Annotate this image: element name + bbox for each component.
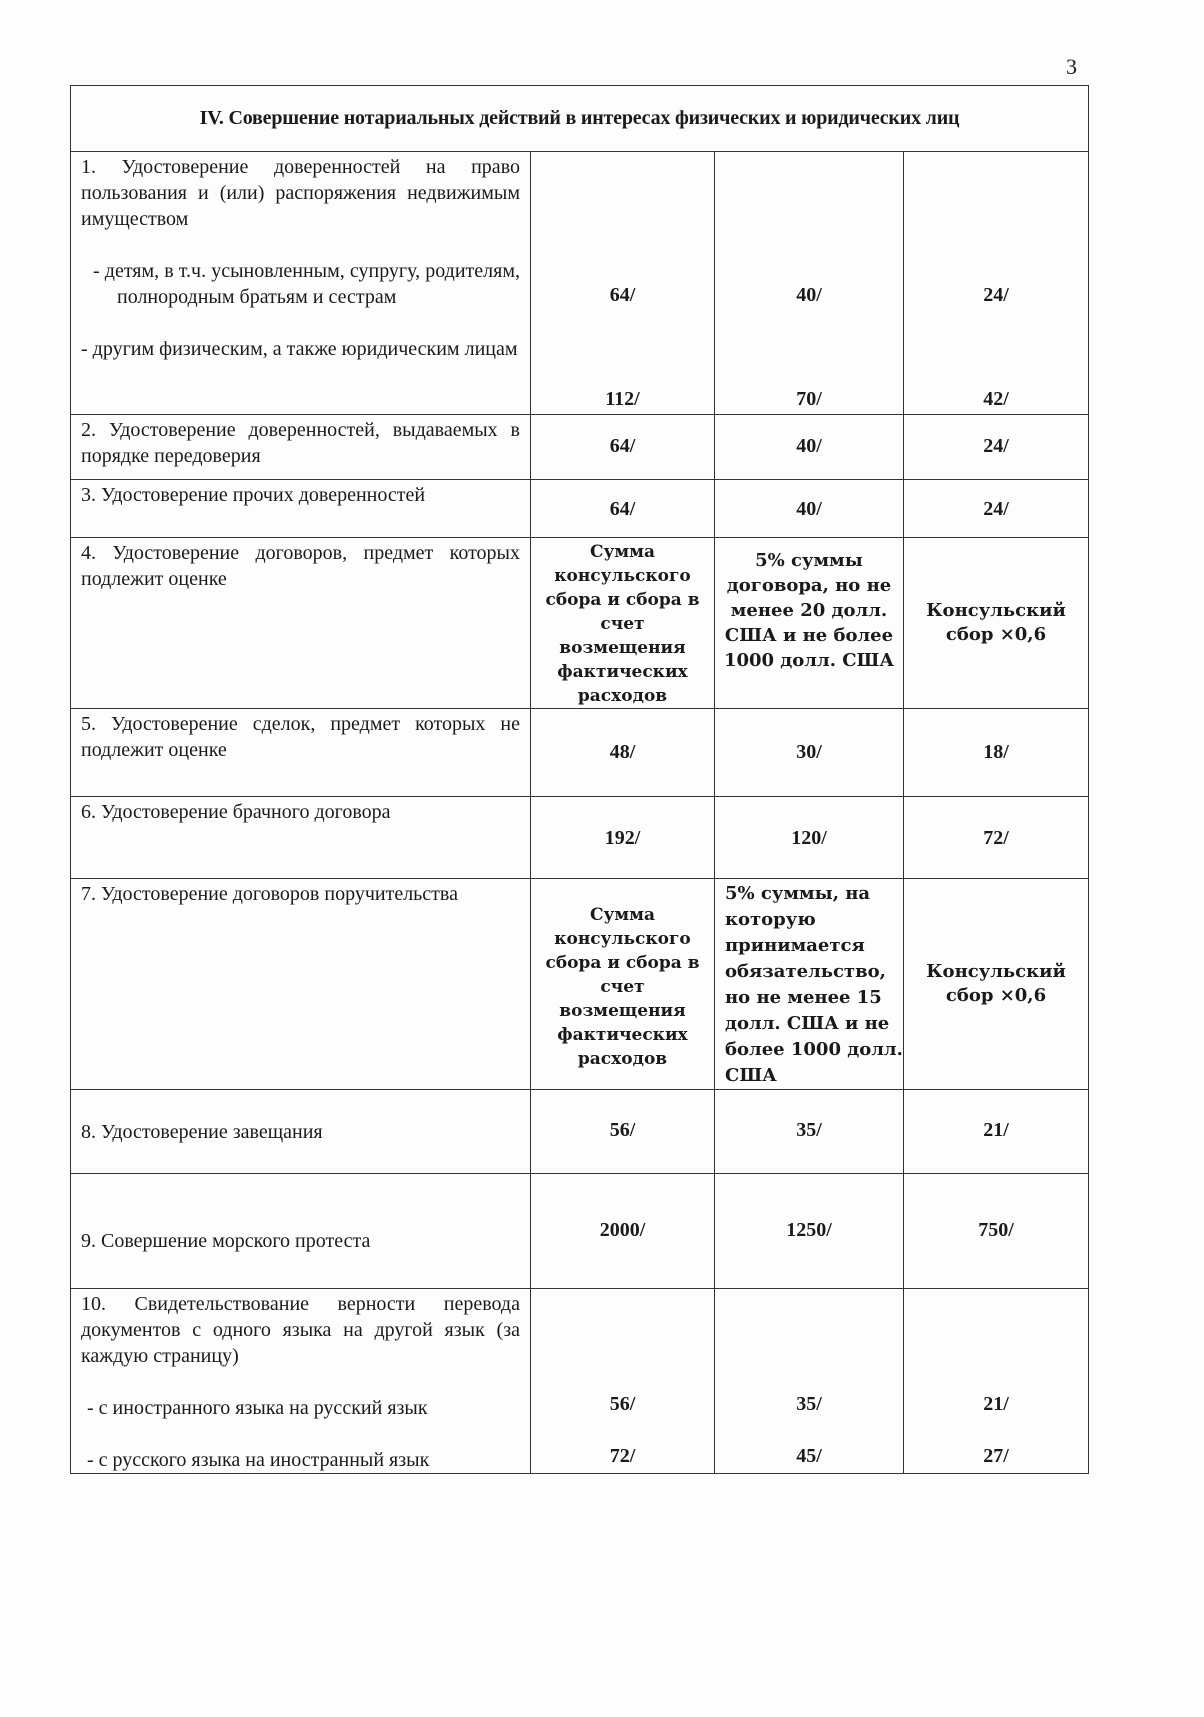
table-row bbox=[71, 879, 1089, 1090]
fee-cell bbox=[531, 797, 715, 879]
table-row bbox=[71, 709, 1089, 797]
fee-value: 35/ bbox=[796, 1393, 822, 1415]
fee-value: 21/ bbox=[983, 1119, 1009, 1141]
fee-cell bbox=[531, 1090, 715, 1174]
fee-value: 72/ bbox=[983, 827, 1009, 849]
fee-value: 48/ bbox=[609, 741, 636, 763]
fee-value: 40/ bbox=[796, 284, 822, 306]
fee-value: 18/ bbox=[983, 741, 1009, 763]
table-row bbox=[71, 1289, 1089, 1474]
fee-cell bbox=[715, 480, 904, 538]
fee-cell bbox=[531, 480, 715, 538]
row-description: 5. Удостоверение сделок, предмет которых не подлежит оценке bbox=[71, 709, 531, 797]
table-row bbox=[71, 1090, 1089, 1174]
row-subitem: - с русского языка на иностранный язык bbox=[87, 1449, 430, 1471]
fee-cell bbox=[531, 152, 715, 415]
section-header-row bbox=[71, 86, 1089, 152]
fee-cell: Консульский сбор ×0,6 bbox=[904, 879, 1089, 1090]
row-description: 6. Удостоверение брачного договора bbox=[71, 797, 531, 879]
fee-value: 56/ bbox=[609, 1119, 636, 1141]
fee-cell bbox=[531, 1289, 715, 1474]
fee-cell bbox=[715, 709, 904, 797]
fee-cell bbox=[904, 1090, 1089, 1174]
table-row bbox=[71, 1174, 1089, 1289]
row-description: 7. Удостоверение договоров поручительства bbox=[71, 879, 531, 1090]
fee-cell: Сумма консульского сбора и сбора в счет возмещения фактических расходов bbox=[531, 879, 715, 1090]
table-row bbox=[71, 152, 1089, 415]
fee-value: 40/ bbox=[796, 435, 822, 457]
fee-cell: 5% суммы договора, но не менее 20 долл. США и не более 1000 долл. США bbox=[715, 538, 904, 709]
fee-cell: Консульский сбор ×0,6 bbox=[904, 538, 1089, 709]
fee-value: 70/ bbox=[796, 388, 822, 410]
fee-cell bbox=[904, 797, 1089, 879]
row-description: 3. Удостоверение прочих доверенностей bbox=[71, 480, 531, 538]
fee-cell bbox=[715, 415, 904, 480]
fee-value: 64/ bbox=[609, 435, 636, 457]
notarial-fees-table bbox=[70, 85, 1089, 1474]
fee-value: 72/ bbox=[609, 1445, 636, 1467]
fee-cell bbox=[531, 709, 715, 797]
fee-value: 40/ bbox=[796, 498, 822, 520]
row-description bbox=[71, 152, 531, 415]
fee-value: 27/ bbox=[983, 1445, 1009, 1467]
fee-cell bbox=[904, 1289, 1089, 1474]
row-description: 2. Удостоверение доверенностей, выдаваемых в порядке передоверия bbox=[71, 415, 531, 480]
fee-cell: 5% суммы, на которую принимается обязательство, но не менее 15 долл. США и не более 1000 долл. США bbox=[715, 879, 904, 1090]
row-description: 4. Удостоверение договоров, предмет которых подлежит оценке bbox=[71, 538, 531, 709]
row-description bbox=[71, 1289, 531, 1474]
row-subitem: - с иностранного языка на русский язык bbox=[87, 1397, 428, 1419]
fee-value: 2000/ bbox=[599, 1219, 646, 1241]
fee-value: 30/ bbox=[796, 741, 822, 763]
row-subitem: - детям, в т.ч. усыновленным, супругу, родителям, полнородным братьям и сестрам bbox=[93, 260, 520, 308]
fee-value: 24/ bbox=[983, 435, 1009, 457]
fee-cell bbox=[715, 1289, 904, 1474]
fee-cell bbox=[531, 415, 715, 480]
fee-value: 750/ bbox=[978, 1219, 1014, 1241]
section-title: IV. Совершение нотариальных действий в интересах физических и юридических лиц bbox=[71, 86, 1089, 152]
fee-cell bbox=[715, 1174, 904, 1289]
fee-cell bbox=[715, 797, 904, 879]
table-row bbox=[71, 797, 1089, 879]
table-row bbox=[71, 480, 1089, 538]
fee-value: 45/ bbox=[796, 1445, 822, 1467]
fee-value: 192/ bbox=[604, 827, 641, 849]
fee-value: 56/ bbox=[609, 1393, 636, 1415]
fee-value: 24/ bbox=[983, 284, 1009, 306]
row-description: 9. Совершение морского протеста bbox=[71, 1174, 531, 1289]
fee-value: 112/ bbox=[605, 388, 640, 410]
fee-value: 24/ bbox=[983, 498, 1009, 520]
fee-value: 1250/ bbox=[786, 1219, 832, 1241]
fee-value: 64/ bbox=[609, 284, 636, 306]
fee-cell bbox=[715, 152, 904, 415]
fee-cell bbox=[904, 709, 1089, 797]
row-description: 8. Удостоверение завещания bbox=[71, 1090, 531, 1174]
table-row bbox=[71, 538, 1089, 709]
fee-cell bbox=[904, 480, 1089, 538]
row-title: 10. Свидетельствование верности перевода документов с одного языка на другой язык (за каждую страницу) bbox=[81, 1293, 520, 1367]
fee-value: 120/ bbox=[791, 827, 827, 849]
fee-cell bbox=[715, 1090, 904, 1174]
fee-cell bbox=[904, 152, 1089, 415]
fee-value: 42/ bbox=[983, 388, 1009, 410]
fee-value: 35/ bbox=[796, 1119, 822, 1141]
fee-cell: Сумма консульского сбора и сбора в счет возмещения фактических расходов bbox=[531, 538, 715, 709]
fee-cell bbox=[904, 1174, 1089, 1289]
fee-value: 64/ bbox=[609, 498, 636, 520]
page-number: 3 bbox=[1066, 54, 1077, 79]
table-row bbox=[71, 415, 1089, 480]
fee-cell bbox=[531, 1174, 715, 1289]
fee-value: 21/ bbox=[983, 1393, 1009, 1415]
fee-cell bbox=[904, 415, 1089, 480]
row-subitem: - другим физическим, а также юридическим лицам bbox=[81, 338, 518, 360]
row-title: 1. Удостоверение доверенностей на право пользования и (или) распоряжения недвижимым имуществом bbox=[81, 156, 520, 230]
